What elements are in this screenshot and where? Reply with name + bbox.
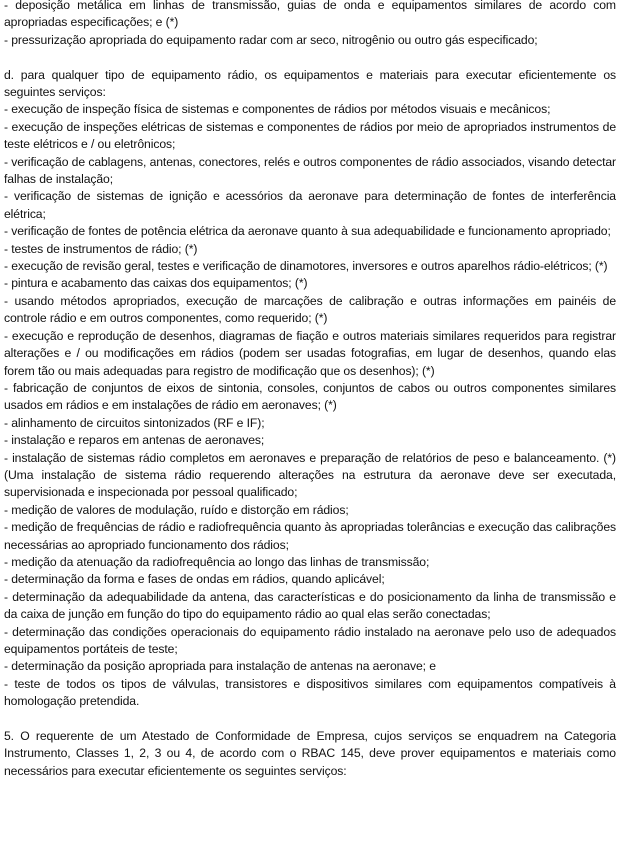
- list-item: - pressurização apropriada do equipamento radar com ar seco, nitrogênio ou outro gás especificado;: [4, 32, 538, 47]
- document-page: [4, 0, 616, 780]
- paragraph-gap: [4, 711, 616, 728]
- list-item: - testes de instrumentos de rádio; (*): [4, 241, 198, 256]
- section-5-paragraph: 5. O requerente de um Atestado de Conformidade de Empresa, cujos serviços se enquadrem na Categoria Instrumento, Classes 1, 2, 3 ou 4, de acordo com o RBAC 145, deve prover equipamentos e materiais como necessários para executar eficientemente os seguintes serviços:: [4, 729, 616, 778]
- list-item: - teste de todos os tipos de válvulas, transistores e dispositivos similares com equipamentos compatíveis à homologação pretendida.: [4, 676, 616, 709]
- list-item: - determinação da posição apropriada para instalação de antenas na aeronave; e: [4, 659, 436, 674]
- list-item: - instalação e reparos em antenas de aeronaves;: [4, 433, 265, 448]
- list-item: - medição de valores de modulação, ruído e distorção em rádios;: [4, 502, 349, 517]
- list-item: - usando métodos apropriados, execução de marcações de calibração e outras informações em painéis de controle rádio e em outros componentes, como requerido; (*): [4, 293, 616, 326]
- list-item: - execução de revisão geral, testes e verificação de dinamotores, inversores e outros aparelhos rádio-elétricos; (*): [4, 259, 608, 274]
- list-item: - medição da atenuação da radiofrequência ao longo das linhas de transmissão;: [4, 554, 430, 569]
- list-item: - medição de frequências de rádio e radiofrequência quanto às apropriadas tolerâncias e execução das calibrações necessárias ao apropriado funcionamento dos rádios;: [4, 520, 616, 552]
- list-item: - pintura e acabamento das caixas dos equipamentos; (*): [4, 276, 308, 291]
- section-d-intro: d. para qualquer tipo de equipamento rádio, os equipamentos e materiais para executar eficientemente os seguintes serviços:: [4, 67, 616, 100]
- list-item: - verificação de sistemas de ignição e acessórios da aeronave para determinação de fontes de interferência elétrica;: [4, 189, 616, 221]
- list-item: - fabricação de conjuntos de eixos de sintonia, consoles, conjuntos de cabos ou outros componentes similares usados em rádios e em instalações de rádio em aeronaves; (*): [4, 380, 616, 413]
- paragraph-gap: [4, 49, 616, 66]
- list-item: - alinhamento de circuitos sintonizados (RF e IF);: [4, 415, 265, 430]
- list-item: - verificação de fontes de potência elétrica da aeronave quanto à sua adequabilidade e funcionamento apropriado;: [4, 224, 611, 239]
- list-item: - determinação da adequabilidade da antena, das características e do posicionamento da linha de transmissão e da caixa de junção em função do tipo do equipamento rádio ao qual elas serão conectadas;: [4, 589, 616, 622]
- list-item: - execução de inspeção física de sistemas e componentes de rádios por métodos visuais e mecânicos;: [4, 102, 551, 117]
- list-item: - execução e reprodução de desenhos, diagramas de fiação e outros materiais similares requeridos para registrar alterações e / ou modificações em rádios (podem ser usadas fotografias, em lugar de desenhos, quando elas forem tão ou mais adequadas para registro de modificação que os desenhos); (*): [4, 328, 616, 378]
- list-item: - determinação das condições operacionais do equipamento rádio instalado na aeronave pelo uso de adequados equipamentos portáteis de teste;: [4, 624, 616, 657]
- list-item: - determinação da forma e fases de ondas em rádios, quando aplicável;: [4, 572, 385, 587]
- list-item: - execução de inspeções elétricas de sistemas e componentes de rádios por meio de apropriados instrumentos de teste elétricos e / ou eletrônicos;: [4, 119, 616, 152]
- list-item: - deposição metálica em linhas de transmissão, guias de onda e equipamentos similares de acordo com apropriadas especificações; e (*): [4, 0, 616, 30]
- list-item: - instalação de sistemas rádio completos em aeronaves e preparação de relatórios de peso e balanceamento. (*) (Uma instalação de sistema rádio requerendo alterações na estrutura da aeronave deve ser executada, supervisionada e inspecionada por pessoal qualificado;: [4, 450, 616, 500]
- list-item: - verificação de cablagens, antenas, conectores, relés e outros componentes de rádio associados, visando detectar falhas de instalação;: [4, 154, 616, 187]
